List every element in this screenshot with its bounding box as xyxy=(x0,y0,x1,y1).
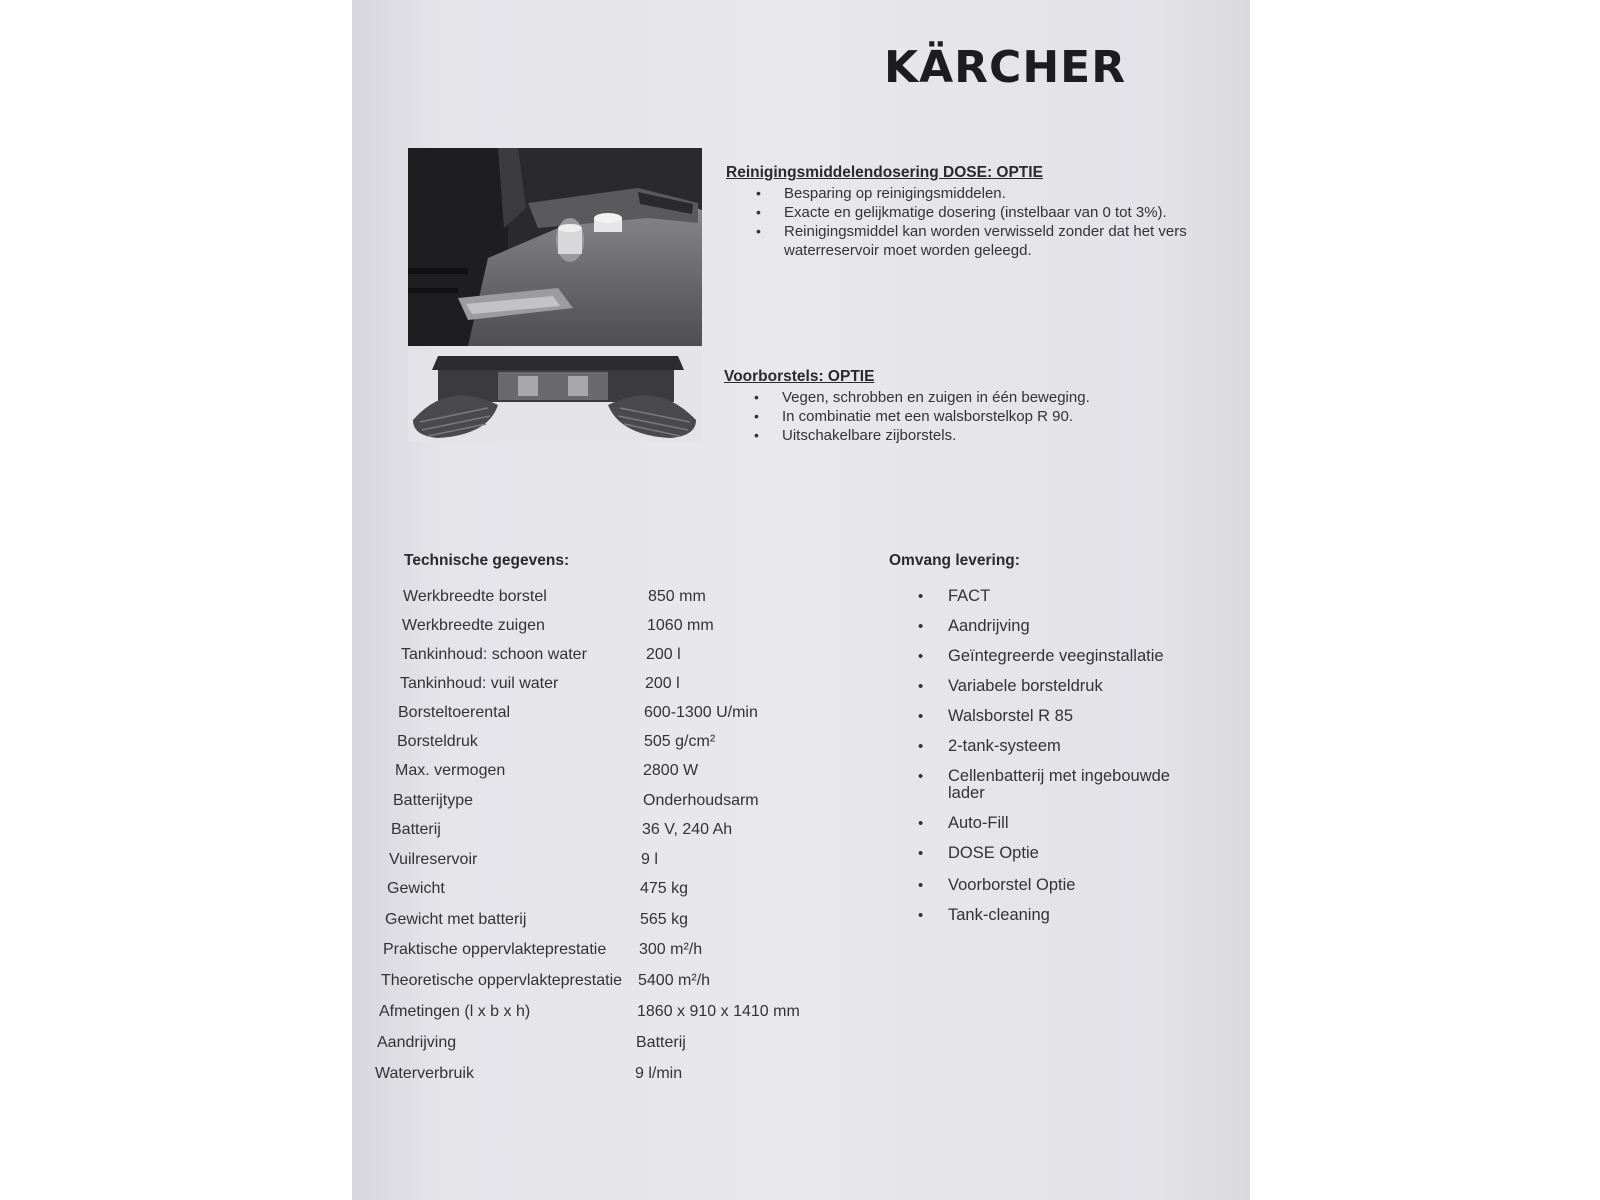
delivery-scope-list xyxy=(918,588,1198,924)
spec-value: 565 kg xyxy=(640,911,689,928)
bullet-icon: • xyxy=(754,389,759,405)
spec-value: 9 l xyxy=(641,851,658,868)
spec-label: Waterverbruik xyxy=(375,1065,474,1082)
list-item: • Geïntegreerde veeginstallatie xyxy=(918,647,1164,665)
bullet-icon: • xyxy=(756,204,761,220)
spec-value: 475 kg xyxy=(640,880,689,897)
spec-value: 9 l/min xyxy=(635,1065,683,1082)
bullet-icon: • xyxy=(756,223,761,239)
spec-value: 300 m²/h xyxy=(639,941,703,958)
spec-value: 1060 mm xyxy=(647,617,714,634)
list-item: • FACT xyxy=(918,587,991,605)
spec-value: 850 mm xyxy=(648,588,706,605)
list-item: • Uitschakelbare zijborstels. xyxy=(754,427,957,444)
bullet-icon: • xyxy=(918,768,924,785)
list-item: • Walsborstel R 85 xyxy=(918,707,1074,725)
karcher-logo: KÄRCHER xyxy=(884,42,1127,93)
dose-bullet-list xyxy=(754,184,1224,260)
spec-label: Aandrijving xyxy=(377,1034,457,1051)
spec-label: Batterij xyxy=(391,821,441,838)
bullet-icon: • xyxy=(918,708,924,725)
spec-label: Theoretische oppervlakteprestatie xyxy=(381,972,623,989)
bullet-icon: • xyxy=(918,738,924,755)
list-item: • Cellenbatterij met ingebouwde lader xyxy=(918,767,1170,802)
bullet-icon: • xyxy=(756,185,761,201)
spec-label: Gewicht xyxy=(387,880,445,897)
spec-value: 200 l xyxy=(645,675,680,692)
spec-label: Werkbreedte zuigen xyxy=(402,617,545,634)
list-item: • DOSE Optie xyxy=(918,844,1039,862)
spec-label: Batterijtype xyxy=(393,792,474,809)
spec-label: Werkbreedte borstel xyxy=(403,588,547,605)
bullet-icon: • xyxy=(918,815,924,832)
list-item: • 2-tank-systeem xyxy=(918,737,1061,755)
spec-label: Afmetingen (l x b x h) xyxy=(379,1003,531,1020)
list-item: • Tank-cleaning xyxy=(918,906,1050,924)
spec-value: 5400 m²/h xyxy=(638,972,711,989)
side-brushes-photo xyxy=(408,350,702,442)
bullet-icon: • xyxy=(754,427,759,443)
list-item: • In combinatie met een walsborstelkop R 90. xyxy=(754,408,1073,425)
spec-label: Borsteldruk xyxy=(397,733,478,750)
list-item: • Aandrijving xyxy=(918,617,1030,635)
spec-value: Onderhoudsarm xyxy=(643,792,759,809)
list-item: • Exacte en gelijkmatige dosering (instelbaar van 0 tot 3%). xyxy=(756,204,1167,221)
bullet-icon: • xyxy=(918,678,924,695)
spec-label: Tankinhoud: schoon water xyxy=(401,646,587,663)
list-item: • Voorborstel Optie xyxy=(918,876,1076,894)
list-item: • Variabele borsteldruk xyxy=(918,677,1103,695)
list-item: • Vegen, schrobben en zuigen in één beweging. xyxy=(754,389,1090,406)
tech-specs-heading: Technische gegevens: xyxy=(404,552,570,569)
list-item: • Reinigingsmiddel kan worden verwisseld zonder dat het vers waterreservoir moet worden geleegd. xyxy=(756,223,1187,259)
delivery-scope-heading: Omvang levering: xyxy=(889,552,1020,569)
list-item: • Besparing op reinigingsmiddelen. xyxy=(756,185,1006,202)
bullet-icon: • xyxy=(918,588,924,605)
bullet-icon: • xyxy=(918,907,924,924)
list-item: • Auto-Fill xyxy=(918,814,1009,832)
spec-value: 36 V, 240 Ah xyxy=(642,821,733,838)
spec-value: Batterij xyxy=(636,1034,686,1051)
spec-label: Borsteltoerental xyxy=(398,704,511,721)
voorborstels-section-title: Voorborstels: OPTIE xyxy=(724,368,875,385)
bullet-icon: • xyxy=(918,877,924,894)
bullet-icon: • xyxy=(754,408,759,424)
spec-label: Tankinhoud: vuil water xyxy=(400,675,559,692)
dose-section-title: Reinigingsmiddelendosering DOSE: OPTIE xyxy=(726,164,1043,181)
spec-value: 1860 x 910 x 1410 mm xyxy=(637,1003,800,1020)
spec-value: 200 l xyxy=(646,646,681,663)
spec-value: 505 g/cm² xyxy=(644,733,716,750)
voorborstels-bullet-list xyxy=(752,388,1212,445)
bullet-icon: • xyxy=(918,648,924,665)
spec-label: Gewicht met batterij xyxy=(385,911,527,928)
bullet-icon: • xyxy=(918,845,924,862)
spec-label: Max. vermogen xyxy=(395,762,506,779)
bullet-icon: • xyxy=(918,618,924,635)
spec-value: 600-1300 U/min xyxy=(644,704,758,721)
spec-label: Praktische oppervlakteprestatie xyxy=(383,941,607,958)
dose-compartment-photo xyxy=(408,148,702,346)
spec-label: Vuilreservoir xyxy=(389,851,478,868)
spec-value: 2800 W xyxy=(643,762,699,779)
